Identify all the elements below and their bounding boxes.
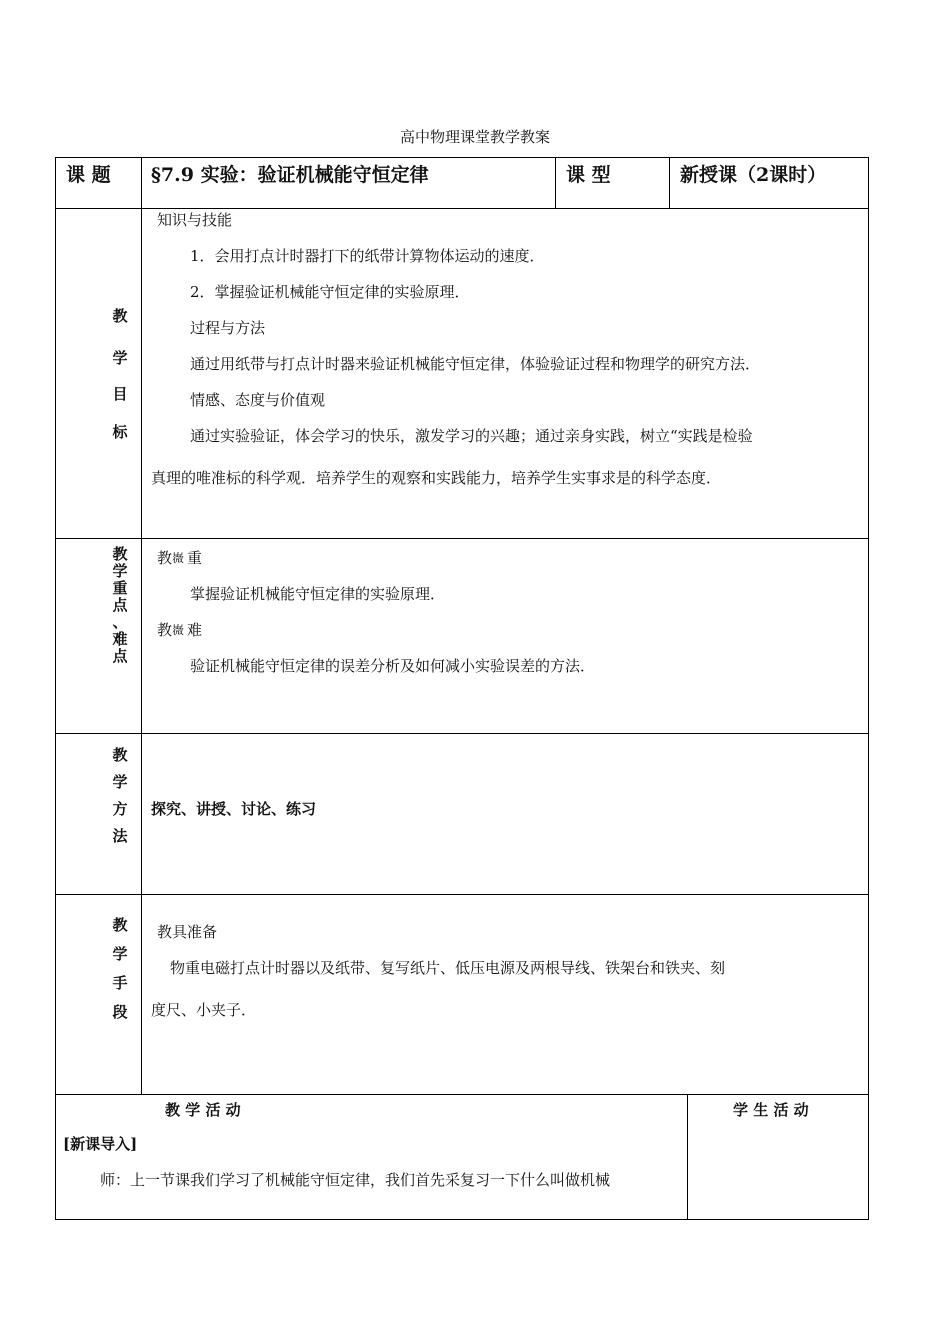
section-heading: [新课导入] <box>63 1135 138 1153</box>
objectives-label <box>110 305 130 442</box>
label-char: 段 <box>112 1003 128 1021</box>
objectives-line: 真理的唯准标的科学观．培养学生的观察和实践能力，培养学生实事求是的科学态度． <box>151 469 722 487</box>
objectives-line: 2．掌握验证机械能守恒定律的实验原理． <box>190 283 470 301</box>
label-char: 学 <box>112 945 128 963</box>
grid-line <box>555 157 556 208</box>
means-line: 度尺、小夹子． <box>151 1001 257 1019</box>
teacher-activity-header: 教 学 活 动 <box>165 1101 241 1119</box>
grid-line <box>55 157 56 1219</box>
student-activity-header: 学 生 活 动 <box>733 1101 809 1119</box>
lesson-type-value: 新授课（2课时） <box>680 164 827 186</box>
means-line: 物重电磁打点计时器以及纸带、复写纸片、低压电源及两根导线、铁架台和铁夹、刻 <box>170 959 726 977</box>
key-points-line: 教嶶 难 <box>157 621 203 639</box>
label-char: 学 <box>112 349 128 367</box>
label-char: 重 <box>112 579 128 597</box>
key-points-line: 验证机械能守恒定律的误差分析及如何减小实验误差的方法． <box>190 657 596 675</box>
grid-line <box>55 1219 869 1220</box>
grid-line <box>55 157 869 158</box>
grid-line <box>55 538 869 539</box>
grid-line <box>55 1094 869 1095</box>
label-char: 目 <box>112 385 128 403</box>
label-char: 学 <box>112 562 128 580</box>
grid-line <box>55 894 869 895</box>
objectives-line: 通过用纸带与打点计时器来验证机械能守恒定律，体验验证过程和物理学的研究方法． <box>190 355 761 373</box>
label-char: 学 <box>112 773 128 791</box>
grid-line <box>141 157 142 1094</box>
key-points-line: 教嶶 重 <box>157 549 203 567</box>
key-points-line: 掌握验证机械能守恒定律的实验原理． <box>190 585 446 603</box>
methods-value: 探究、讲授、讨论、练习 <box>151 800 317 818</box>
topic-value: §7.9 实验：验证机械能守恒定律 <box>151 164 429 186</box>
grid-line <box>687 1094 688 1219</box>
label-char: 教 <box>112 746 128 764</box>
means-label <box>110 911 130 1027</box>
grid-line <box>669 157 670 208</box>
objectives-line: 通过实验验证，体会学习的快乐，激发学习的兴趣；通过亲身实践，树立“实践是检验 <box>190 427 753 445</box>
label-char: 点 <box>112 596 128 614</box>
objectives-line: 情感、态度与价值观 <box>190 391 326 409</box>
label-char: 标 <box>112 423 128 441</box>
activity-text: 师：上一节课我们学习了机械能守恒定律，我们首先采复习一下什么叫做机械 <box>100 1171 611 1189</box>
document-title: 高中物理课堂教学教案 <box>399 128 550 146</box>
means-line: 教具准备 <box>157 923 218 941</box>
grid-line <box>868 157 869 1219</box>
label-char: 教 <box>112 307 128 325</box>
grid-line <box>55 733 869 734</box>
objectives-line: 知识与技能 <box>157 211 233 229</box>
label-char: 方 <box>112 800 128 818</box>
key-points-label <box>110 546 130 665</box>
objectives-line: 过程与方法 <box>190 319 266 337</box>
label-char: 手 <box>112 974 128 992</box>
label-char: 教 <box>112 545 128 563</box>
objectives-line: 1．会用打点计时器打下的纸带计算物体运动的速度． <box>190 247 545 265</box>
topic-label: 课 题 <box>66 164 111 186</box>
label-char: 点 <box>112 647 128 665</box>
label-char: 教 <box>112 916 128 934</box>
methods-label <box>110 742 130 850</box>
label-char: 难 <box>112 630 128 648</box>
lesson-type-label: 课 型 <box>566 164 611 186</box>
label-char: 法 <box>112 827 128 845</box>
label-char: 、 <box>112 613 128 631</box>
